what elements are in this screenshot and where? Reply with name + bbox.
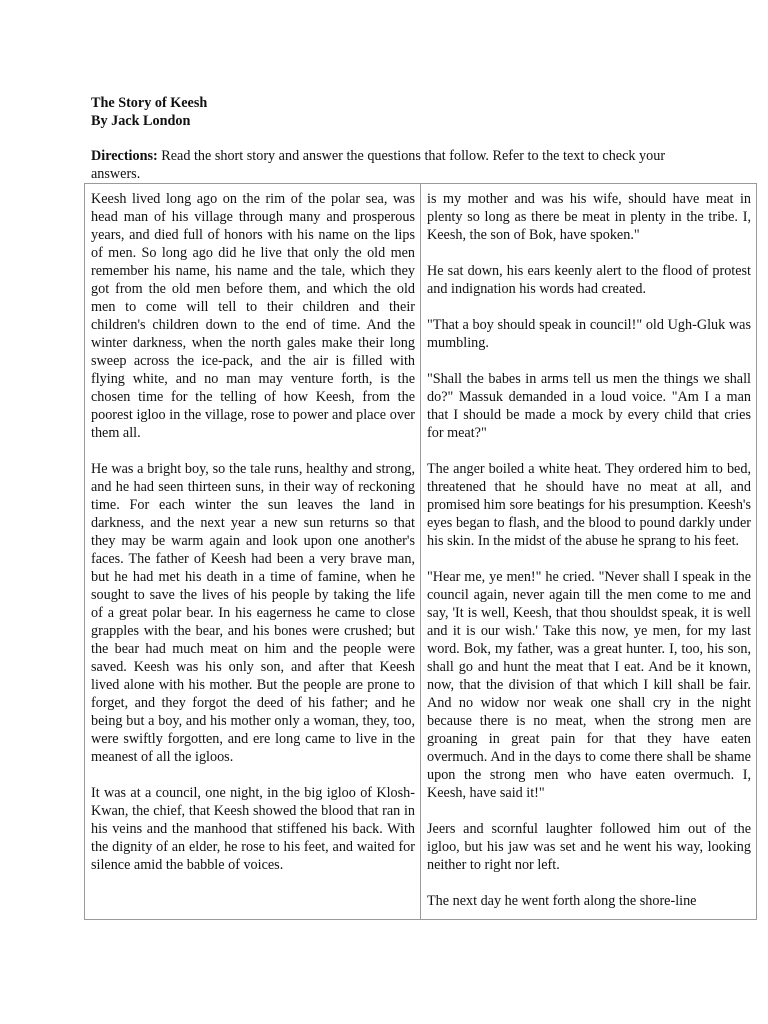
story-column-left — [85, 184, 421, 919]
story-paragraph: The next day he went forth along the shore-line — [427, 893, 697, 909]
story-paragraph: He sat down, his ears keenly alert to the flood of protest and indignation his words had created. — [427, 263, 751, 297]
story-paragraph: He was a bright boy, so the tale runs, healthy and strong, and he had seen thirteen suns, in their way of reckoning time. For each winter the sun leaves the land in darkness, and the next year a new sun returns so that they may be warm again and look upon one another's faces. The father of Keesh had been a very brave man, but he had met his death in a time of famine, when he sought to save the lives of his people by taking the life of a great polar bear. In his eagerness he came to close grapples with the bear, and his bones were crushed; but the bear had much meat on him and the people were saved. Keesh was his only son, and after that Keesh lived alone with his mother. But the people are prone to forget, and they forgot the deed of his father; and he being but a boy, and his mother only a woman, they, too, were swiftly forgotten, and ere long came to live in the meanest of all the igloos. — [91, 461, 415, 765]
story-paragraph: "Hear me, ye men!" he cried. "Never shall I speak in the council again, never again till the men come to me and say, 'It is well, Keesh, that thou shouldst speak, it is well and it is our wish.' Take this now, ye men, for my last word. Bok, my father, was a great hunter. I, too, his son, shall go and hunt the meat that I eat. And be it known, now, that the division of that which I kill shall be fair. And no widow nor weak one shall cry in the night because there is no meat, when the strong men are groaning in great pain for that they have eaten overmuch. And in the days to come there shall be shame upon the strong men who have eaten overmuch. I, Keesh, have said it!" — [427, 569, 751, 801]
document-header — [91, 94, 691, 130]
directions-text: Read the short story and answer the questions that follow. Refer to the text to check your answers. — [91, 148, 666, 182]
story-paragraph: "That a boy should speak in council!" old Ugh-Gluk was mumbling. — [427, 317, 751, 351]
story-column-right — [421, 184, 756, 919]
story-paragraph: "Shall the babes in arms tell us men the things we shall do?" Massuk demanded in a loud voice. "Am I a man that I should be made a mock by every child that cries for meat?" — [427, 371, 751, 441]
story-author: By Jack London — [91, 113, 191, 129]
story-title: The Story of Keesh — [91, 95, 208, 111]
directions-paragraph — [91, 147, 691, 183]
story-paragraph: Keesh lived long ago on the rim of the polar sea, was head man of his village through many and prosperous years, and died full of honors with his name on the lips of men. So long ago did he live that only the old men remember his name, his name and the tale, which they got from the old men before them, and which the old men to come will tell to their children and their children's children down to the end of time. And the winter darkness, when the north gales make their long sweep across the ice-pack, and the air is filled with flying white, and no man may venture forth, is the chosen time for the telling of how Keesh, from the poorest igloo in the village, rose to power and place over them all. — [91, 191, 415, 441]
directions-label: Directions: — [91, 148, 158, 164]
story-paragraph: It was at a council, one night, in the big igloo of Klosh-Kwan, the chief, that Keesh showed the blood that ran in his veins and the manhood that stiffened his back. With the dignity of an elder, he rose to his feet, and waited for silence amid the babble of voices. — [91, 785, 415, 873]
story-table — [84, 183, 757, 920]
story-paragraph: is my mother and was his wife, should have meat in plenty so long as there be meat in plenty in the tribe. I, Keesh, the son of Bok, have spoken." — [427, 191, 751, 243]
story-paragraph: Jeers and scornful laughter followed him out of the igloo, but his jaw was set and he went his way, looking neither to right nor left. — [427, 821, 751, 873]
story-paragraph: The anger boiled a white heat. They ordered him to bed, threatened that he should have no meat at all, and promised him sore beatings for his presumption. Keesh's eyes began to flash, and the blood to pound darkly under his skin. In the midst of the abuse he sprang to his feet. — [427, 461, 751, 549]
